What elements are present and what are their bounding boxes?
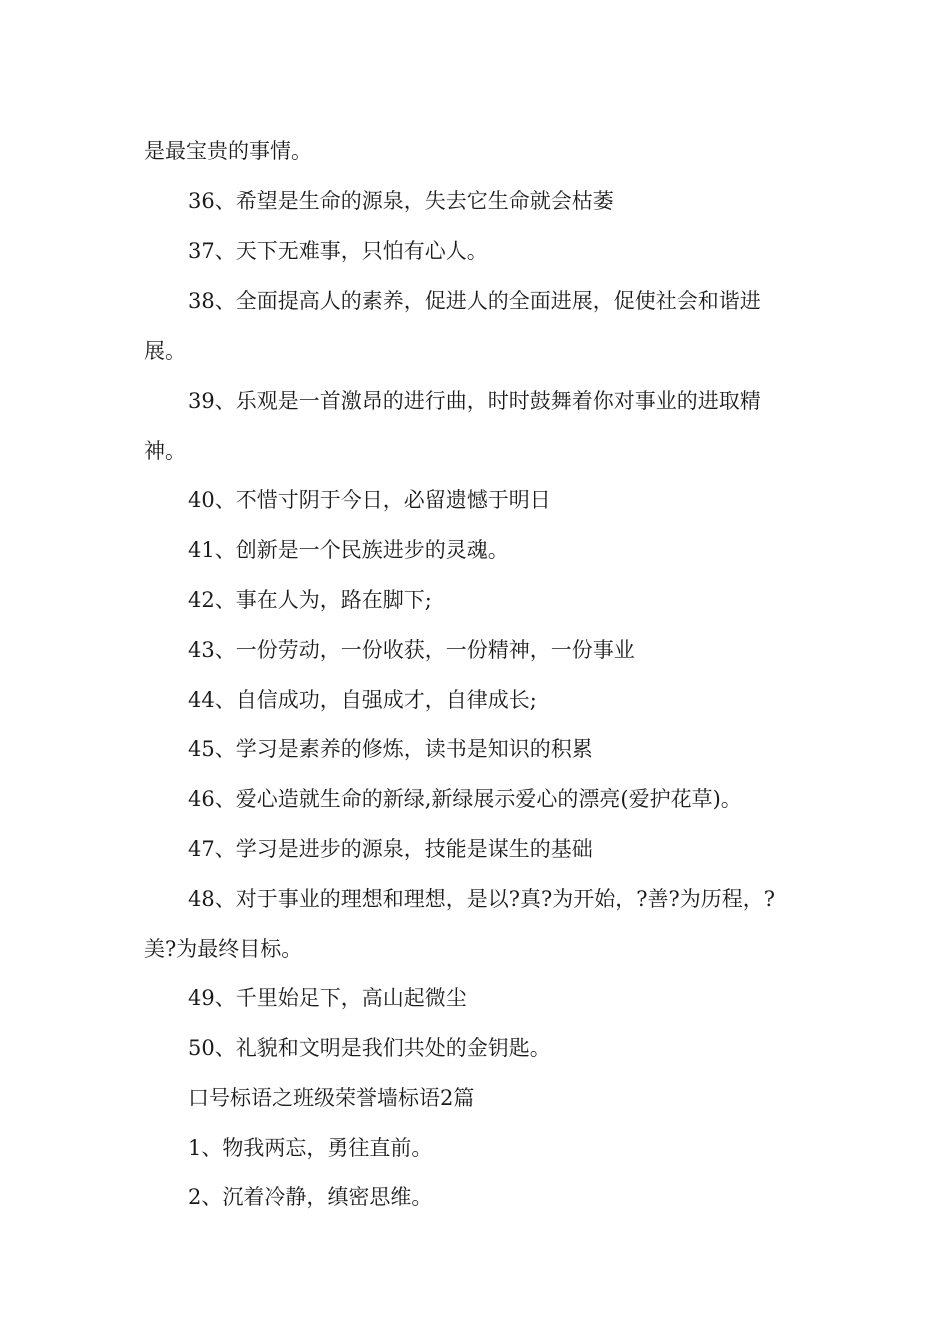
text-line: 1、物我两忘，勇往直前。 [188,1136,433,1160]
text-line: 41、创新是一个民族进步的灵魂。 [188,538,509,562]
text-line: 46、爱心造就生命的新绿,新绿展示爱心的漂亮(爱护花草)。 [188,787,742,811]
text-line: 48、对于事业的理想和理想，是以?真?为开始，?善?为历程，? [188,887,776,911]
text-line: 42、事在人为，路在脚下; [188,588,432,612]
text-line: 38、全面提高人的素养，促进人的全面进展，促使社会和谐进 [188,289,761,313]
text-line: 是最宝贵的事情。 [144,139,312,163]
text-line: 2、沉着冷静，缜密思维。 [188,1185,433,1209]
text-line: 47、学习是进步的源泉，技能是谋生的基础 [188,837,593,861]
text-line: 37、天下无难事，只怕有心人。 [188,239,488,263]
text-line: 40、不惜寸阴于今日，必留遗憾于明日 [188,488,551,512]
text-line: 50、礼貌和文明是我们共处的金钥匙。 [188,1036,551,1060]
text-line: 展。 [144,339,186,363]
text-line: 49、千里始足下，高山起微尘 [188,986,467,1010]
text-line: 39、乐观是一首激昂的进行曲，时时鼓舞着你对事业的进取精 [188,389,761,413]
text-line: 36、希望是生命的源泉，失去它生命就会枯萎 [188,189,614,213]
text-line: 44、自信成功，自强成才，自律成长; [188,688,537,712]
text-line: 43、一份劳动，一份收获，一份精神，一份事业 [188,638,635,662]
text-line: 美?为最终目标。 [144,937,303,961]
text-line: 45、学习是素养的修炼，读书是知识的积累 [188,737,593,761]
section-heading: 口号标语之班级荣誉墙标语2篇 [188,1086,475,1110]
text-line: 神。 [144,439,186,463]
